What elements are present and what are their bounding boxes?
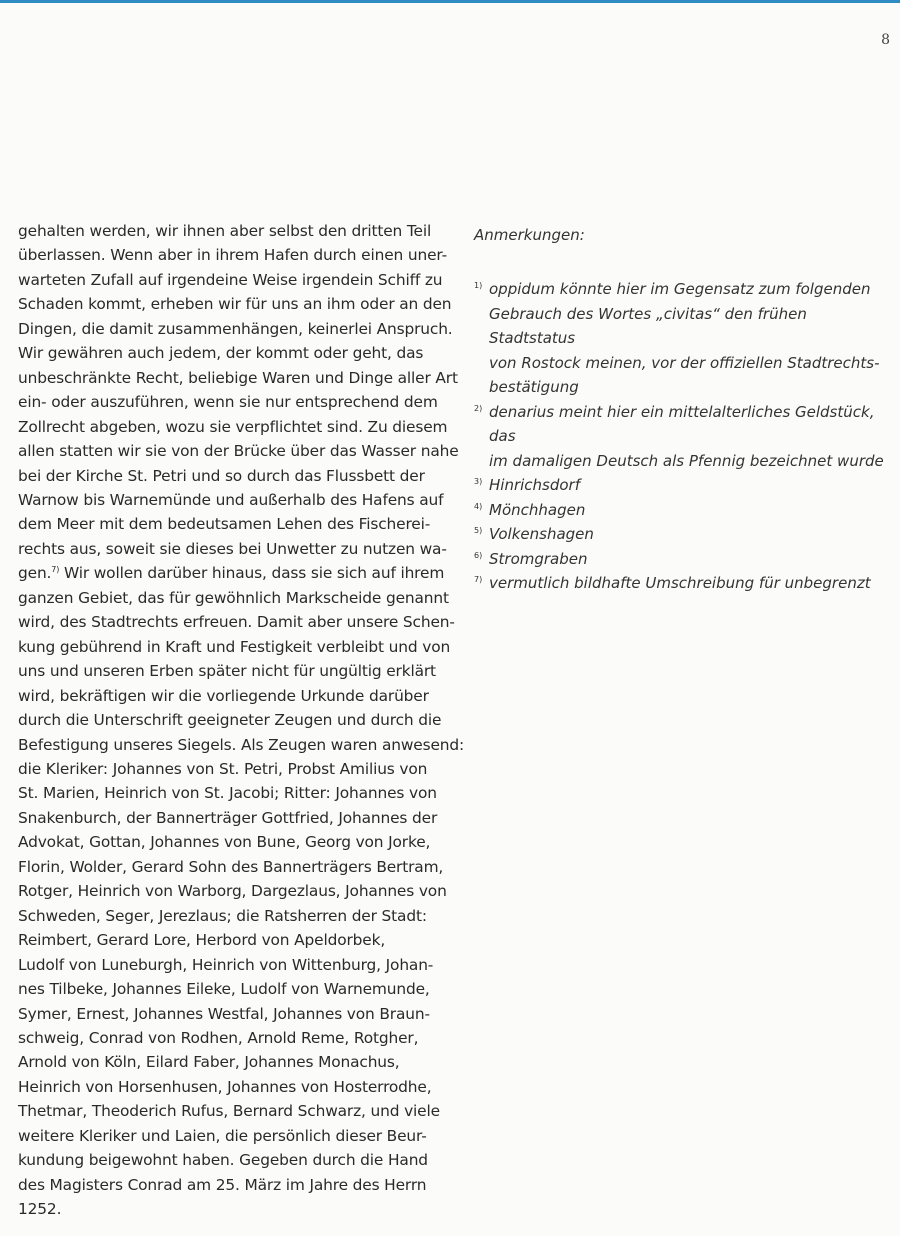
note-6: [474, 547, 884, 572]
note-5: [474, 522, 884, 547]
note-3: [474, 473, 884, 498]
note-text: Volkenshagen: [489, 525, 594, 543]
body-line: Arnold von Köln, Eilard Faber, Johannes Monachus,: [18, 1053, 400, 1072]
note-text: Stromgraben: [489, 549, 588, 568]
body-line: Schaden kommt, erheben wir für uns an ihm oder an den: [18, 295, 452, 314]
body-line: warteten Zufall auf irgendeine Weise irgendein Schiff zu: [18, 270, 443, 289]
notes-section: [474, 226, 884, 596]
body-line: Heinrich von Horsenhusen, Johannes von Hosterrodhe,: [18, 1077, 432, 1096]
body-line: des Magisters Conrad am 25. März im Jahre des Herrn: [18, 1175, 427, 1194]
body-line: Thetmar, Theoderich Rufus, Bernard Schwarz, und viele: [18, 1102, 440, 1121]
body-line: Zollrecht abgeben, wozu sie verpflichtet sind. Zu diesem: [18, 417, 448, 436]
note-marker: 5): [474, 526, 483, 535]
note-text: Gebrauch des Wortes „civitas“ den frühen Stadtstatus: [489, 304, 807, 347]
body-line: gehalten werden, wir ihnen aber selbst den dritten Teil: [18, 222, 432, 240]
note-text: im damaligen Deutsch als Pfennig bezeichnet wurde: [489, 451, 884, 470]
body-line: allen statten wir sie von der Brücke über das Wasser nahe: [18, 442, 459, 461]
note-text: Mönchhagen: [489, 500, 586, 519]
body-line: Reimbert, Gerard Lore, Herbord von Apeldorbek,: [18, 931, 386, 950]
notes-heading: Anmerkungen:: [474, 226, 585, 244]
note-text: bestätigung: [489, 378, 579, 396]
body-line: Florin, Wolder, Gerard Sohn des Bannerträgers Bertram,: [18, 857, 444, 876]
body-line: Befestigung unseres Siegels. Als Zeugen waren anwesend:: [18, 735, 465, 754]
note-marker: 6): [474, 550, 483, 560]
body-line: Rotger, Heinrich von Warborg, Dargezlaus, Johannes von: [18, 882, 447, 901]
body-line: wird, des Stadtrechts erfreuen. Damit aber unsere Schen-: [18, 613, 455, 632]
body-line: ganzen Gebiet, das für gewöhnlich Markscheide genannt: [18, 588, 449, 607]
note-text: Hinrichsdorf: [489, 476, 581, 494]
footnote-ref-7: 7): [51, 565, 60, 575]
body-line: Ludolf von Luneburgh, Heinrich von Wittenburg, Johan-: [18, 955, 434, 974]
note-marker: 7): [474, 575, 483, 584]
body-line: Dingen, die damit zusammenhängen, keinerlei Anspruch.: [18, 319, 453, 338]
body-line: uns und unseren Erben später nicht für ungültig erklärt: [18, 662, 436, 681]
body-line: durch die Unterschrift geeigneter Zeugen und durch die: [18, 711, 442, 730]
body-line: die Kleriker: Johannes von St. Petri, Probst Amilius von: [18, 759, 428, 778]
body-line-start: gen.: [18, 564, 52, 583]
body-line: kundung beigewohnt haben. Gegeben durch die Hand: [18, 1151, 428, 1170]
note-marker: 1): [474, 281, 483, 290]
body-line: Symer, Ernest, Johannes Westfal, Johannes von Braun-: [18, 1004, 430, 1023]
body-line-continuation: Wir wollen darüber hinaus, dass sie sich auf ihrem: [59, 564, 445, 583]
note-4: [474, 498, 884, 523]
body-line: schweig, Conrad von Rodhen, Arnold Reme, Rotgher,: [18, 1028, 419, 1047]
body-line: kung gebührend in Kraft und Festigkeit verbleibt und von: [18, 637, 451, 656]
body-text: [18, 219, 465, 1222]
note-marker: 4): [474, 501, 483, 511]
body-line: Wir gewähren auch jedem, der kommt oder geht, das: [18, 344, 424, 363]
note-text: vermutlich bildhafte Umschreibung für unbegrenzt: [489, 574, 871, 592]
top-rule: [0, 0, 900, 3]
note-1: [474, 277, 884, 400]
body-line: Schweden, Seger, Jerezlaus; die Ratsherren der Stadt:: [18, 906, 427, 925]
body-line: 1252.: [18, 1200, 62, 1219]
body-line: St. Marien, Heinrich von St. Jacobi; Ritter: Johannes von: [18, 784, 437, 803]
note-marker: 3): [474, 477, 483, 486]
body-line: Snakenburch, der Bannerträger Gottfried, Johannes der: [18, 808, 438, 827]
note-text: oppidum könnte hier im Gegensatz zum folgenden: [489, 280, 871, 298]
note-text: denarius meint hier ein mittelalterliches Geldstück, das: [489, 402, 875, 445]
body-line-with-note-ref: [18, 561, 448, 585]
note-2: [474, 400, 884, 474]
body-line: überlassen. Wenn aber in ihrem Hafen durch einen uner-: [18, 246, 447, 265]
body-line: wird, bekräftigen wir die vorliegende Urkunde darüber: [18, 686, 429, 705]
body-line: rechts aus, soweit sie dieses bei Unwetter zu nutzen wa-: [18, 539, 447, 558]
body-line: bei der Kirche St. Petri und so durch das Flussbett der: [18, 466, 425, 485]
note-7: [474, 571, 884, 596]
body-line: nes Tilbeke, Johannes Eileke, Ludolf von Warnemunde,: [18, 980, 430, 999]
note-marker: 2): [474, 403, 483, 413]
body-line: weitere Kleriker und Laien, die persönlich dieser Beur-: [18, 1126, 427, 1145]
body-line: unbeschränkte Recht, beliebige Waren und Dinge aller Art: [18, 368, 458, 387]
note-text: von Rostock meinen, vor der offiziellen Stadtrechts-: [489, 353, 880, 372]
body-line: Advokat, Gottan, Johannes von Bune, Georg von Jorke,: [18, 833, 431, 852]
body-line: ein- oder auszuführen, wenn sie nur entsprechend dem: [18, 393, 438, 412]
body-line: Warnow bis Warnemünde und außerhalb des Hafens auf: [18, 490, 444, 509]
body-line: dem Meer mit dem bedeutsamen Lehen des Fischerei-: [18, 515, 431, 534]
page-number: 8: [881, 32, 890, 48]
